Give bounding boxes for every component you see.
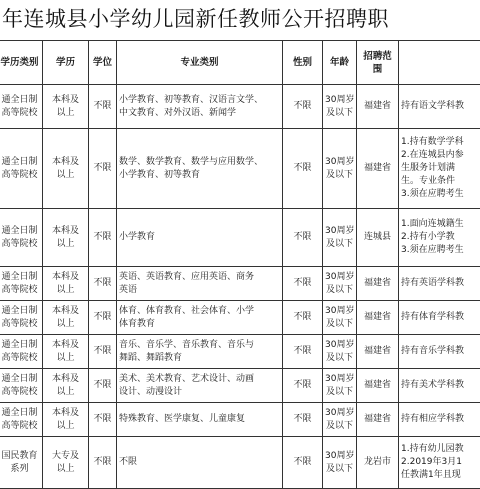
- cell-education: [43, 129, 89, 209]
- cell-age-line: 30周岁: [325, 94, 354, 107]
- cell-degree: [89, 209, 117, 267]
- cell-major: [117, 335, 283, 369]
- cell-education: [43, 301, 89, 335]
- cell-scope: [357, 403, 399, 437]
- cell-education-line: 本科及: [45, 339, 86, 352]
- cell-degree: [89, 129, 117, 209]
- cell-scope-line: 福建省: [359, 100, 396, 113]
- cell-category-line: 高等院校: [0, 107, 40, 120]
- cell-age-line: 30周岁: [325, 305, 354, 318]
- cell-age-line: 30周岁: [325, 271, 354, 284]
- cell-age: [323, 129, 357, 209]
- cell-degree: [89, 85, 117, 129]
- cell-age: [323, 267, 357, 301]
- cell-education-line: 以上: [45, 107, 86, 120]
- cell-notes: [399, 335, 480, 369]
- table-row: [0, 85, 480, 129]
- table-row: [0, 301, 480, 335]
- cell-category-line: 国民教育: [0, 450, 40, 463]
- cell-major: [117, 301, 283, 335]
- cell-notes-line: 持有体育学科教: [401, 311, 480, 324]
- cell-category: [0, 301, 43, 335]
- cell-notes-line: 2.持有小学教: [401, 231, 480, 244]
- cell-scope: [357, 335, 399, 369]
- cell-notes: [399, 209, 480, 267]
- cell-gender-line: 不限: [285, 311, 320, 324]
- cell-degree: [89, 403, 117, 437]
- cell-gender: [283, 403, 323, 437]
- cell-scope-line: 龙岩市: [359, 456, 396, 469]
- cell-age-line: 30周岁: [325, 407, 354, 420]
- header-degree: 学位: [89, 41, 117, 85]
- cell-education-line: 以上: [45, 463, 86, 476]
- cell-notes: [399, 369, 480, 403]
- cell-scope-line: 福建省: [359, 277, 396, 290]
- header-gender: 性别: [283, 41, 323, 85]
- cell-age: [323, 209, 357, 267]
- cell-major-line: 体育教育: [119, 318, 280, 331]
- cell-age-line: 30周岁: [325, 339, 354, 352]
- cell-age-line: 及以下: [325, 352, 354, 365]
- cell-education-line: 以上: [45, 420, 86, 433]
- cell-scope: [357, 437, 399, 489]
- header-age: 年龄: [323, 41, 357, 85]
- cell-major-line: 数学、数学教育、数学与应用数学、: [119, 156, 280, 169]
- cell-notes: [399, 403, 480, 437]
- cell-gender: [283, 85, 323, 129]
- cell-degree-line: 不限: [91, 162, 114, 175]
- cell-gender-line: 不限: [285, 100, 320, 113]
- cell-age-line: 30周岁: [325, 450, 354, 463]
- cell-scope: [357, 267, 399, 301]
- header-education: 学历: [43, 41, 89, 85]
- cell-category-line: 通全日制: [0, 156, 40, 169]
- cell-degree: [89, 267, 117, 301]
- cell-education: [43, 437, 89, 489]
- cell-notes-line: 1.持有幼儿园教: [401, 443, 480, 456]
- cell-category-line: 高等院校: [0, 238, 40, 251]
- cell-age-line: 及以下: [325, 318, 354, 331]
- cell-age: [323, 403, 357, 437]
- cell-degree-line: 不限: [91, 231, 114, 244]
- cell-age-line: 及以下: [325, 238, 354, 251]
- cell-category-line: 通全日制: [0, 305, 40, 318]
- cell-scope-line: 福建省: [359, 345, 396, 358]
- cell-category: [0, 267, 43, 301]
- cell-education-line: 本科及: [45, 271, 86, 284]
- cell-category-line: 通全日制: [0, 407, 40, 420]
- cell-education: [43, 369, 89, 403]
- table-row: [0, 267, 480, 301]
- cell-age: [323, 335, 357, 369]
- cell-notes-line: 生。专业条件: [401, 175, 480, 188]
- cell-category-line: 高等院校: [0, 420, 40, 433]
- header-category: 学历类别: [0, 41, 43, 85]
- cell-degree-line: 不限: [91, 456, 114, 469]
- page-title: 年连城县小学幼儿园新任教师公开招聘职: [0, 0, 480, 38]
- cell-gender: [283, 267, 323, 301]
- cell-scope: [357, 301, 399, 335]
- cell-age: [323, 369, 357, 403]
- cell-education-line: 本科及: [45, 225, 86, 238]
- cell-major: [117, 85, 283, 129]
- cell-gender-line: 不限: [285, 162, 320, 175]
- cell-notes: [399, 85, 480, 129]
- cell-category-line: 通全日制: [0, 373, 40, 386]
- cell-major-line: 英语: [119, 284, 280, 297]
- cell-category: [0, 403, 43, 437]
- cell-major-line: 设计、动漫设计: [119, 386, 280, 399]
- cell-gender-line: 不限: [285, 413, 320, 426]
- cell-category-line: 高等院校: [0, 284, 40, 297]
- cell-scope: [357, 129, 399, 209]
- cell-education-line: 以上: [45, 169, 86, 182]
- cell-education-line: 以上: [45, 318, 86, 331]
- cell-gender: [283, 301, 323, 335]
- cell-age-line: 及以下: [325, 107, 354, 120]
- cell-gender: [283, 209, 323, 267]
- cell-gender-line: 不限: [285, 231, 320, 244]
- cell-notes-line: 持有语文学科教: [401, 100, 480, 113]
- cell-gender-line: 不限: [285, 345, 320, 358]
- cell-category: [0, 209, 43, 267]
- table-row: [0, 335, 480, 369]
- cell-scope-line: 福建省: [359, 311, 396, 324]
- cell-scope: [357, 85, 399, 129]
- cell-degree-line: 不限: [91, 100, 114, 113]
- cell-gender-line: 不限: [285, 456, 320, 469]
- cell-category-line: 高等院校: [0, 318, 40, 331]
- cell-education-line: 本科及: [45, 373, 86, 386]
- cell-notes-line: 3.须在应聘考生: [401, 244, 480, 257]
- cell-major-line: 英语、英语教育、应用英语、商务: [119, 271, 280, 284]
- cell-age-line: 及以下: [325, 386, 354, 399]
- cell-education-line: 以上: [45, 238, 86, 251]
- cell-degree-line: 不限: [91, 311, 114, 324]
- cell-scope: [357, 369, 399, 403]
- cell-scope-line: 福建省: [359, 379, 396, 392]
- cell-education-line: 以上: [45, 284, 86, 297]
- table-row: [0, 369, 480, 403]
- cell-degree-line: 不限: [91, 413, 114, 426]
- cell-education-line: 本科及: [45, 156, 86, 169]
- cell-major-line: 小学教育、初等教育: [119, 169, 280, 182]
- cell-degree: [89, 369, 117, 403]
- cell-notes-line: 任教满1年且现: [401, 469, 480, 482]
- cell-category: [0, 335, 43, 369]
- cell-education-line: 大专及: [45, 450, 86, 463]
- cell-scope-line: 福建省: [359, 413, 396, 426]
- cell-gender-line: 不限: [285, 379, 320, 392]
- cell-age-line: 30周岁: [325, 156, 354, 169]
- cell-age-line: 及以下: [325, 420, 354, 433]
- table-row: [0, 209, 480, 267]
- cell-notes-line: 2.在连城县内参: [401, 149, 480, 162]
- cell-education: [43, 267, 89, 301]
- cell-notes: [399, 437, 480, 489]
- cell-notes-line: 生服务计划满: [401, 162, 480, 175]
- cell-category: [0, 437, 43, 489]
- cell-major-line: 不限: [119, 456, 280, 469]
- cell-category: [0, 369, 43, 403]
- cell-education-line: 以上: [45, 386, 86, 399]
- cell-scope-line: 连城县: [359, 231, 396, 244]
- cell-notes-line: 持有音乐学科教: [401, 345, 480, 358]
- cell-category-line: 高等院校: [0, 386, 40, 399]
- cell-age: [323, 301, 357, 335]
- cell-notes: [399, 129, 480, 209]
- recruitment-table: [0, 40, 480, 489]
- cell-major-line: 舞蹈、舞蹈教育: [119, 352, 280, 365]
- cell-major: [117, 369, 283, 403]
- cell-gender: [283, 335, 323, 369]
- cell-notes: [399, 301, 480, 335]
- cell-degree-line: 不限: [91, 345, 114, 358]
- table-body: [0, 85, 480, 489]
- cell-gender: [283, 437, 323, 489]
- header-major: 专业类别: [117, 41, 283, 85]
- table-row: [0, 403, 480, 437]
- cell-category-line: 通全日制: [0, 339, 40, 352]
- cell-notes: [399, 267, 480, 301]
- cell-scope-line: 福建省: [359, 162, 396, 175]
- cell-education: [43, 335, 89, 369]
- cell-degree: [89, 437, 117, 489]
- table-row: [0, 129, 480, 209]
- cell-major: [117, 437, 283, 489]
- cell-category-line: 通全日制: [0, 94, 40, 107]
- cell-education: [43, 85, 89, 129]
- cell-major: [117, 403, 283, 437]
- cell-notes-line: 1.面向连城籍生: [401, 218, 480, 231]
- cell-degree: [89, 335, 117, 369]
- cell-education-line: 本科及: [45, 305, 86, 318]
- cell-gender-line: 不限: [285, 277, 320, 290]
- cell-education-line: 以上: [45, 352, 86, 365]
- cell-category-line: 通全日制: [0, 271, 40, 284]
- cell-degree: [89, 301, 117, 335]
- cell-notes-line: 2.2019年3月1: [401, 456, 480, 469]
- cell-category-line: 系列: [0, 463, 40, 476]
- cell-notes-line: 持有英语学科教: [401, 277, 480, 290]
- cell-education: [43, 403, 89, 437]
- cell-age-line: 及以下: [325, 463, 354, 476]
- cell-major-line: 中文教育、对外汉语、新闻学: [119, 107, 280, 120]
- header-notes: [399, 41, 480, 85]
- table-header-row: [0, 41, 480, 85]
- cell-category: [0, 85, 43, 129]
- cell-gender: [283, 369, 323, 403]
- cell-major-line: 小学教育、初等教育、汉语言文学、: [119, 94, 280, 107]
- cell-category-line: 通全日制: [0, 225, 40, 238]
- cell-major-line: 音乐、音乐学、音乐教育、音乐与: [119, 339, 280, 352]
- cell-category-line: 高等院校: [0, 169, 40, 182]
- cell-gender: [283, 129, 323, 209]
- cell-major-line: 特殊教育、医学康复、儿童康复: [119, 413, 280, 426]
- cell-major-line: 小学教育: [119, 231, 280, 244]
- cell-category-line: 高等院校: [0, 352, 40, 365]
- cell-major: [117, 267, 283, 301]
- cell-education-line: 本科及: [45, 94, 86, 107]
- cell-age-line: 30周岁: [325, 225, 354, 238]
- cell-education: [43, 209, 89, 267]
- cell-notes-line: 1.持有数学学科: [401, 136, 480, 149]
- cell-degree-line: 不限: [91, 277, 114, 290]
- cell-notes-line: 3.须在应聘考生: [401, 188, 480, 201]
- cell-category: [0, 129, 43, 209]
- cell-age-line: 及以下: [325, 169, 354, 182]
- cell-major-line: 美术、美术教育、艺术设计、动画: [119, 373, 280, 386]
- cell-major: [117, 209, 283, 267]
- cell-notes-line: 持有美术学科教: [401, 379, 480, 392]
- cell-age-line: 30周岁: [325, 373, 354, 386]
- cell-education-line: 本科及: [45, 407, 86, 420]
- header-scope: 招聘范围: [357, 41, 399, 85]
- table-row: [0, 437, 480, 489]
- cell-age: [323, 85, 357, 129]
- cell-scope: [357, 209, 399, 267]
- cell-age-line: 及以下: [325, 284, 354, 297]
- cell-degree-line: 不限: [91, 379, 114, 392]
- cell-major: [117, 129, 283, 209]
- cell-age: [323, 437, 357, 489]
- cell-notes-line: 持有相应学科教: [401, 413, 480, 426]
- cell-major-line: 体育、体育教育、社会体育、小学: [119, 305, 280, 318]
